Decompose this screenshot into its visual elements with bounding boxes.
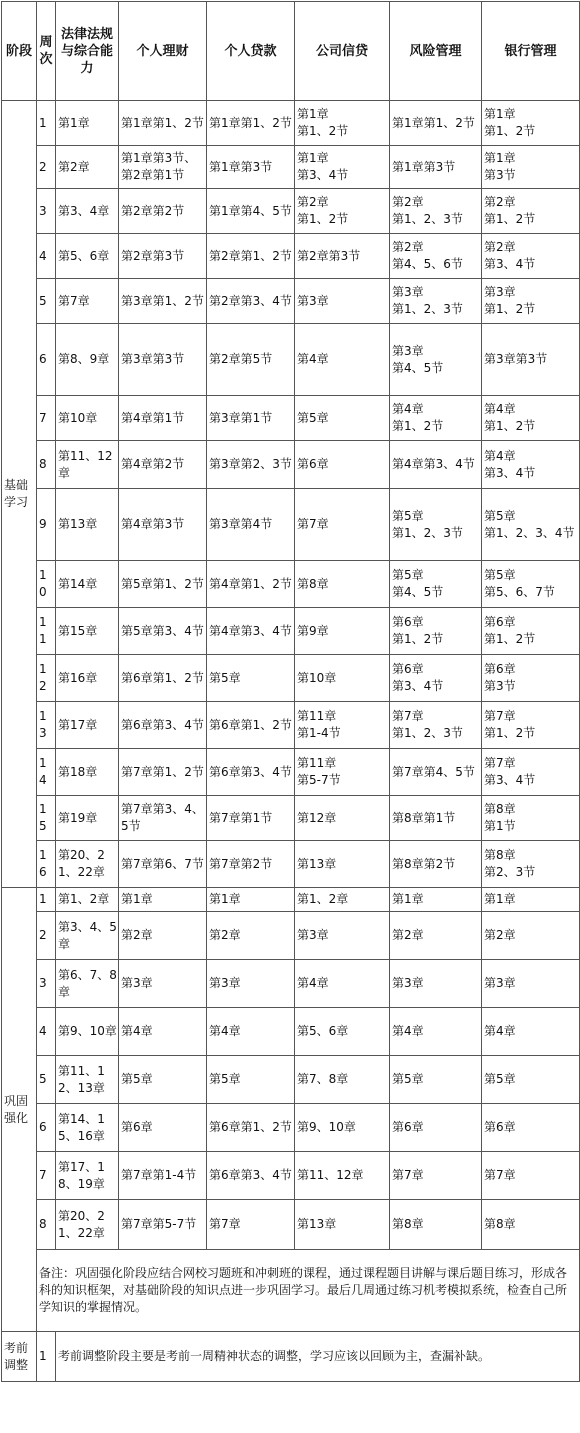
table-row <box>2 234 580 279</box>
cell-risk: 第1章 <box>390 888 482 912</box>
stage-note: 备注：巩固强化阶段应结合网校习题班和冲刺班的课程，通过课程题目讲解与课后题目练习，形成各科的知识框架，对基础阶段的知识点进一步巩固学习。最后几周通过练习机考模拟系统，检查自己所学知识的掌握情况。 <box>37 1250 580 1332</box>
cell-risk: 第8章第2节 <box>390 841 482 888</box>
cell-loan: 第4章 <box>207 1008 295 1056</box>
week-cell: 5 <box>37 279 56 324</box>
table-row <box>2 796 580 841</box>
cell-law: 第11、12、13章 <box>56 1056 119 1104</box>
cell-credit: 第1章 第1、2节 <box>295 101 390 146</box>
table-row <box>2 1104 580 1152</box>
header-finance: 个人理财 <box>119 2 207 101</box>
cell-law: 第3、4、5章 <box>56 912 119 960</box>
cell-loan: 第6章第1、2节 <box>207 1104 295 1152</box>
cell-loan: 第2章第3、4节 <box>207 279 295 324</box>
cell-loan: 第1章第3节 <box>207 146 295 189</box>
cell-bank: 第2章 第3、4节 <box>482 234 580 279</box>
cell-law: 第5、6章 <box>56 234 119 279</box>
cell-law: 第8、9章 <box>56 324 119 396</box>
cell-risk: 第5章 第4、5节 <box>390 561 482 608</box>
cell-finance: 第6章第3、4节 <box>119 702 207 749</box>
cell-finance: 第1章第1、2节 <box>119 101 207 146</box>
cell-credit: 第8章 <box>295 561 390 608</box>
cell-risk: 第5章 <box>390 1056 482 1104</box>
week-cell: 6 <box>37 324 56 396</box>
cell-bank: 第7章 <box>482 1152 580 1200</box>
cell-loan: 第1章 <box>207 888 295 912</box>
cell-finance: 第6章第1、2节 <box>119 655 207 702</box>
cell-finance: 第1章 <box>119 888 207 912</box>
header-row <box>2 2 580 101</box>
cell-law: 第18章 <box>56 749 119 796</box>
cell-bank: 第4章 第3、4节 <box>482 441 580 489</box>
cell-law: 第16章 <box>56 655 119 702</box>
cell-law: 第9、10章 <box>56 1008 119 1056</box>
study-schedule-table <box>1 1 580 1382</box>
cell-loan: 第3章 <box>207 960 295 1008</box>
week-cell: 5 <box>37 1056 56 1104</box>
week-cell: 7 <box>37 1152 56 1200</box>
cell-risk: 第1章第1、2节 <box>390 101 482 146</box>
table-row <box>2 702 580 749</box>
week-cell: 3 <box>37 960 56 1008</box>
cell-finance: 第4章 <box>119 1008 207 1056</box>
cell-finance: 第2章 <box>119 912 207 960</box>
week-cell: 2 <box>37 912 56 960</box>
cell-loan: 第4章第1、2节 <box>207 561 295 608</box>
cell-risk: 第5章 第1、2、3节 <box>390 489 482 561</box>
cell-risk: 第6章 第1、2节 <box>390 608 482 655</box>
cell-finance: 第4章第1节 <box>119 396 207 441</box>
cell-credit: 第3章 <box>295 279 390 324</box>
cell-law: 第20、21、22章 <box>56 841 119 888</box>
cell-risk: 第7章 <box>390 1152 482 1200</box>
cell-risk: 第3章 <box>390 960 482 1008</box>
cell-credit: 第1、2章 <box>295 888 390 912</box>
cell-credit: 第3章 <box>295 912 390 960</box>
cell-loan: 第6章第3、4节 <box>207 749 295 796</box>
cell-law: 第13章 <box>56 489 119 561</box>
cell-bank: 第3章第3节 <box>482 324 580 396</box>
cell-finance: 第7章第5-7节 <box>119 1200 207 1250</box>
cell-bank: 第7章 第3、4节 <box>482 749 580 796</box>
cell-credit: 第4章 <box>295 960 390 1008</box>
table-row <box>2 324 580 396</box>
table-row <box>2 912 580 960</box>
header-bank: 银行管理 <box>482 2 580 101</box>
week-cell: 13 <box>37 702 56 749</box>
week-cell: 4 <box>37 234 56 279</box>
cell-bank: 第7章 第1、2节 <box>482 702 580 749</box>
cell-loan: 第2章 <box>207 912 295 960</box>
cell-finance: 第7章第1-4节 <box>119 1152 207 1200</box>
cell-loan: 第6章第3、4节 <box>207 1152 295 1200</box>
stage-cell: 基础学习 <box>2 101 37 888</box>
week-cell: 9 <box>37 489 56 561</box>
cell-loan: 第5章 <box>207 655 295 702</box>
stage-cell: 巩固强化 <box>2 888 37 1332</box>
stage-cell: 考前调整 <box>2 1332 37 1382</box>
cell-credit: 第4章 <box>295 324 390 396</box>
cell-finance: 第5章第1、2节 <box>119 561 207 608</box>
cell-credit: 第5、6章 <box>295 1008 390 1056</box>
cell-risk: 第2章 第1、2、3节 <box>390 189 482 234</box>
table-row <box>2 841 580 888</box>
cell-finance: 第3章第1、2节 <box>119 279 207 324</box>
cell-credit: 第12章 <box>295 796 390 841</box>
cell-law: 第14、15、16章 <box>56 1104 119 1152</box>
week-cell: 6 <box>37 1104 56 1152</box>
table-row <box>2 1200 580 1250</box>
cell-bank: 第4章 第1、2节 <box>482 396 580 441</box>
table-row <box>2 608 580 655</box>
cell-finance: 第4章第3节 <box>119 489 207 561</box>
table-row <box>2 101 580 146</box>
cell-loan: 第5章 <box>207 1056 295 1104</box>
cell-finance: 第5章 <box>119 1056 207 1104</box>
cell-law: 第3、4章 <box>56 189 119 234</box>
week-cell: 11 <box>37 608 56 655</box>
header-law: 法律法规与综合能力 <box>56 2 119 101</box>
cell-bank: 第8章 第1节 <box>482 796 580 841</box>
cell-bank: 第6章 第1、2节 <box>482 608 580 655</box>
cell-bank: 第3章 <box>482 960 580 1008</box>
cell-law: 第20、21、22章 <box>56 1200 119 1250</box>
stage-note: 考前调整阶段主要是考前一周精神状态的调整，学习应该以回顾为主，查漏补缺。 <box>56 1332 580 1382</box>
cell-risk: 第4章 <box>390 1008 482 1056</box>
table-row <box>2 1152 580 1200</box>
cell-law: 第6、7、8章 <box>56 960 119 1008</box>
table-row <box>2 1008 580 1056</box>
cell-credit: 第11章 第1-4节 <box>295 702 390 749</box>
cell-loan: 第4章第3、4节 <box>207 608 295 655</box>
cell-law: 第19章 <box>56 796 119 841</box>
cell-credit: 第9章 <box>295 608 390 655</box>
cell-bank: 第1章 第3节 <box>482 146 580 189</box>
cell-risk: 第2章 <box>390 912 482 960</box>
week-cell: 2 <box>37 146 56 189</box>
cell-law: 第15章 <box>56 608 119 655</box>
table-row <box>2 960 580 1008</box>
week-cell: 16 <box>37 841 56 888</box>
cell-law: 第1章 <box>56 101 119 146</box>
table-row <box>2 396 580 441</box>
cell-credit: 第1章 第3、4节 <box>295 146 390 189</box>
cell-loan: 第6章第1、2节 <box>207 702 295 749</box>
table-row <box>2 655 580 702</box>
cell-bank: 第8章 第2、3节 <box>482 841 580 888</box>
table-row <box>2 146 580 189</box>
cell-bank: 第6章 第3节 <box>482 655 580 702</box>
cell-risk: 第8章第1节 <box>390 796 482 841</box>
table-row <box>2 561 580 608</box>
week-cell: 8 <box>37 1200 56 1250</box>
week-cell: 8 <box>37 441 56 489</box>
cell-loan: 第3章第2、3节 <box>207 441 295 489</box>
cell-loan: 第3章第4节 <box>207 489 295 561</box>
cell-risk: 第7章第4、5节 <box>390 749 482 796</box>
week-cell: 1 <box>37 1332 56 1382</box>
header-week: 周次 <box>37 2 56 101</box>
cell-loan: 第2章第1、2节 <box>207 234 295 279</box>
cell-law: 第17、18、19章 <box>56 1152 119 1200</box>
cell-loan: 第7章 <box>207 1200 295 1250</box>
cell-credit: 第11、12章 <box>295 1152 390 1200</box>
table-row <box>2 441 580 489</box>
cell-finance: 第7章第6、7节 <box>119 841 207 888</box>
cell-bank: 第2章 第1、2节 <box>482 189 580 234</box>
cell-loan: 第1章第1、2节 <box>207 101 295 146</box>
table-row <box>2 1332 580 1382</box>
cell-credit: 第5章 <box>295 396 390 441</box>
week-cell: 12 <box>37 655 56 702</box>
cell-law: 第2章 <box>56 146 119 189</box>
cell-finance: 第4章第2节 <box>119 441 207 489</box>
cell-bank: 第1章 第1、2节 <box>482 101 580 146</box>
cell-law: 第10章 <box>56 396 119 441</box>
header-stage: 阶段 <box>2 2 37 101</box>
cell-bank: 第1章 <box>482 888 580 912</box>
cell-bank: 第5章 第5、6、7节 <box>482 561 580 608</box>
cell-loan: 第7章第1节 <box>207 796 295 841</box>
cell-risk: 第8章 <box>390 1200 482 1250</box>
cell-credit: 第9、10章 <box>295 1104 390 1152</box>
cell-risk: 第2章 第4、5、6节 <box>390 234 482 279</box>
header-credit: 公司信贷 <box>295 2 390 101</box>
cell-bank: 第3章 第1、2节 <box>482 279 580 324</box>
table-row <box>2 888 580 912</box>
note-row <box>2 1250 580 1332</box>
week-cell: 14 <box>37 749 56 796</box>
cell-credit: 第2章第3节 <box>295 234 390 279</box>
cell-risk: 第6章 第3、4节 <box>390 655 482 702</box>
week-cell: 1 <box>37 101 56 146</box>
cell-law: 第1、2章 <box>56 888 119 912</box>
cell-credit: 第11章 第5-7节 <box>295 749 390 796</box>
cell-loan: 第3章第1节 <box>207 396 295 441</box>
cell-finance: 第2章第2节 <box>119 189 207 234</box>
cell-risk: 第3章 第4、5节 <box>390 324 482 396</box>
cell-risk: 第4章第3、4节 <box>390 441 482 489</box>
cell-credit: 第13章 <box>295 841 390 888</box>
cell-law: 第11、12章 <box>56 441 119 489</box>
cell-risk: 第7章 第1、2、3节 <box>390 702 482 749</box>
cell-risk: 第6章 <box>390 1104 482 1152</box>
cell-finance: 第6章 <box>119 1104 207 1152</box>
week-cell: 15 <box>37 796 56 841</box>
cell-loan: 第2章第5节 <box>207 324 295 396</box>
cell-law: 第17章 <box>56 702 119 749</box>
cell-loan: 第7章第2节 <box>207 841 295 888</box>
cell-risk: 第3章 第1、2、3节 <box>390 279 482 324</box>
week-cell: 4 <box>37 1008 56 1056</box>
cell-finance: 第3章第3节 <box>119 324 207 396</box>
week-cell: 7 <box>37 396 56 441</box>
cell-law: 第7章 <box>56 279 119 324</box>
cell-bank: 第6章 <box>482 1104 580 1152</box>
week-cell: 1 <box>37 888 56 912</box>
cell-bank: 第8章 <box>482 1200 580 1250</box>
cell-credit: 第7、8章 <box>295 1056 390 1104</box>
cell-credit: 第10章 <box>295 655 390 702</box>
cell-finance: 第1章第3节、第2章第1节 <box>119 146 207 189</box>
cell-law: 第14章 <box>56 561 119 608</box>
cell-loan: 第1章第4、5节 <box>207 189 295 234</box>
cell-finance: 第5章第3、4节 <box>119 608 207 655</box>
cell-finance: 第2章第3节 <box>119 234 207 279</box>
week-cell: 3 <box>37 189 56 234</box>
cell-finance: 第7章第1、2节 <box>119 749 207 796</box>
header-loan: 个人贷款 <box>207 2 295 101</box>
cell-credit: 第6章 <box>295 441 390 489</box>
week-cell: 10 <box>37 561 56 608</box>
table-row <box>2 189 580 234</box>
cell-risk: 第1章第3节 <box>390 146 482 189</box>
cell-credit: 第7章 <box>295 489 390 561</box>
table-row <box>2 489 580 561</box>
cell-bank: 第2章 <box>482 912 580 960</box>
cell-finance: 第7章第3、4、5节 <box>119 796 207 841</box>
cell-risk: 第4章 第1、2节 <box>390 396 482 441</box>
cell-bank: 第5章 <box>482 1056 580 1104</box>
cell-credit: 第13章 <box>295 1200 390 1250</box>
cell-bank: 第5章 第1、2、3、4节 <box>482 489 580 561</box>
cell-finance: 第3章 <box>119 960 207 1008</box>
table-row <box>2 749 580 796</box>
cell-credit: 第2章 第1、2节 <box>295 189 390 234</box>
header-risk: 风险管理 <box>390 2 482 101</box>
table-row <box>2 279 580 324</box>
table-row <box>2 1056 580 1104</box>
cell-bank: 第4章 <box>482 1008 580 1056</box>
